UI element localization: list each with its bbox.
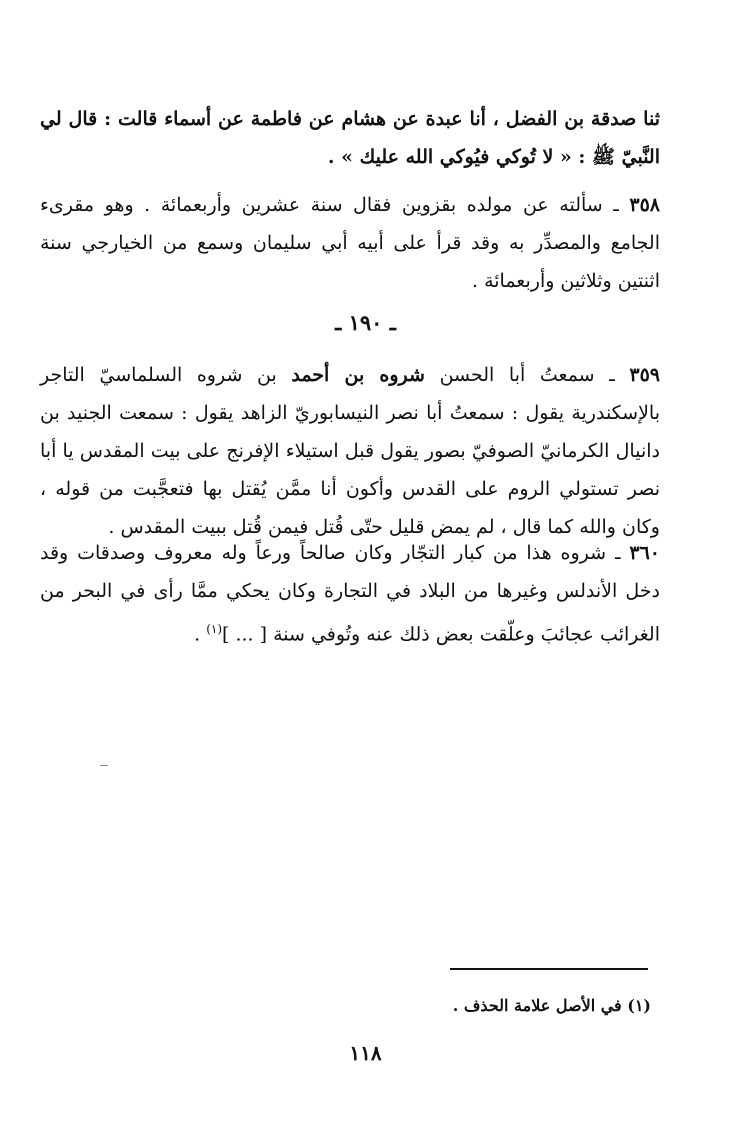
- paragraph-entry-360: [40, 534, 660, 653]
- footnote-divider: [450, 968, 648, 970]
- paragraph-text: ثنا صدقة بن الفضل ، أنا عبدة عن هشام عن فاطمة عن أسماء قالت : قال لي النَّبيّ ﷺ : « لا تُوكي فيُوكي الله عليك » .: [40, 108, 660, 168]
- paragraph-end: .: [194, 623, 207, 646]
- scan-speck: [100, 765, 108, 766]
- entry-number: ٣٥٩: [629, 364, 660, 386]
- person-name: شروه بن أحمد: [291, 364, 425, 386]
- paragraph-hadith: [40, 100, 660, 176]
- paragraph-entry-359: [40, 356, 660, 546]
- paragraph-text: ـ سمعتُ أبا الحسن: [424, 364, 630, 386]
- paragraph-text: ـ شروه هذا من كبار التجّار وكان صالحاً ورعاً وله معروف وصدقات وقد دخل الأندلس وغيرها من البلاد في التجارة وكان يحكي ممَّا رأى في البحر من الغرائب عجائبَ وعلّقت بعض ذلك عنه وتُوفي سنة [ ... ]: [40, 542, 660, 646]
- footnote: (١) في الأصل علامة الحذف .: [452, 996, 651, 1015]
- paragraph-entry-358: [40, 186, 660, 300]
- paragraph-text: ـ سألته عن مولده بقزوين فقال سنة عشرين وأربعمائة . وهو مقرىء الجامع والمصدِّر به وقد قرأ على أبيه أبي سليمان وسمع من الخيارجي سنة اثنتين وثلاثين وأربعمائة .: [40, 194, 660, 292]
- paragraph-text: بن شروه السلماسيّ التاجر بالإسكندرية يقول : سمعتُ أبا نصر النيسابوريّ الزاهد يقول : سمعت الجنيد بن دانيال الكرمانيّ الصوفيّ بصور يقول قبل استيلاء الإفرنج على بيت المقدس يا أبا نصر تستولي الروم على القدس وأكون أنا ممَّن يُقتل بها فتعجَّبت من قوله ، وكان والله كما قال ، لم يمض قليل حتّى قُتل فيمن قُتل ببيت المقدس .: [40, 364, 660, 538]
- entry-number: ٣٦٠: [629, 542, 660, 564]
- footnote-reference: (١): [206, 622, 223, 636]
- section-heading: ـ ١٩٠ ـ: [335, 310, 396, 335]
- entry-number: ٣٥٨: [629, 194, 660, 216]
- page-number: ١١٨: [349, 1041, 382, 1065]
